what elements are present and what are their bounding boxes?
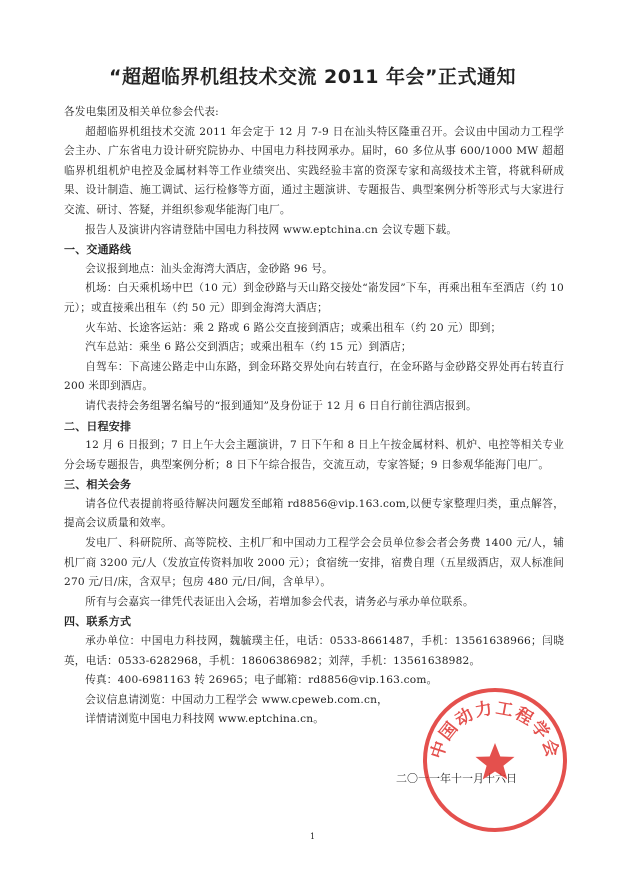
contact-fax-email: 传真：400-6981163 转 26965；电子邮箱：rd8856@vip.163.com。 xyxy=(85,674,438,687)
contact-organizer: 承办单位：中国电力科技网，魏毓璞主任，电话：0533-8661487，手机：13561638966；闫晓英，电话：0533-6282968，手机：18606386982；刘萍，手机：13561638982。 xyxy=(64,635,564,667)
affairs-fees: 发电厂、科研院所、高等院校、主机厂和中国动力工程学会会员单位参会者会务费 1400 元/人，辅机厂商 3200 元/人（发放宣传资料加收 2000 元）；食宿统一安排，宿费自理（五星级酒店，双人标准间 270 元/日/床，含双早；包房 480 元/日/间，含单早）。 xyxy=(64,537,565,589)
document-title: “超超临界机组技术交流 2011 年会”正式通知 xyxy=(108,66,517,88)
section-heading-schedule: 二、日程安排 xyxy=(64,419,132,433)
section-heading-traffic: 一、交通路线 xyxy=(64,243,132,257)
document-date: 二〇一一年十一月十六日 xyxy=(396,772,517,785)
section-heading-contact: 四、联系方式 xyxy=(64,615,132,629)
greeting: 各发电集团及相关单位参会代表: xyxy=(64,106,219,118)
contact-info-site: 会议信息请浏览：中国动力工程学会 www.cpeweb.com.cn， xyxy=(85,693,388,706)
traffic-drive: 自驾车：下高速公路走中山东路，到金环路交界处向右转直行，在金环路与金砂路交界处再右转直行 200 米即到酒店。 xyxy=(64,360,564,393)
section-heading-affairs: 三、相关会务 xyxy=(64,478,132,492)
intro-download-note: 报告人及演讲内容请登陆中国电力科技网 www.eptchina.cn 会议专题下载。 xyxy=(85,223,458,236)
traffic-airport: 机场：白天乘机场中巴（10 元）到金砂路与天山路交接处“嵛发园”下车，再乘出租车至酒店（约 10 元）；或直接乘出租车（约 50 元）即到金海湾大酒店； xyxy=(64,282,564,314)
affairs-entry: 所有与会嘉宾一律凭代表证出入会场，若增加参会代表，请务必与承办单位联系。 xyxy=(85,595,474,608)
traffic-train: 火车站、长途客运站：乘 2 路或 6 路公交直接到酒店；或乘出租车（约 20 元）即到； xyxy=(85,321,502,334)
affairs-questions: 请各位代表提前将亟待解决问题发至邮箱 rd8856@vip.163.com,以便专家整理归类，重点解答，提高会议质量和效率。 xyxy=(64,497,564,530)
document-body xyxy=(64,103,564,730)
svg-text:中国动力工程学会: 中国动力工程学会 xyxy=(427,698,563,762)
traffic-registration: 请代表持会务组署名编号的“报到通知”及身份证于 12 月 6 日自行前往酒店报到。 xyxy=(85,399,477,412)
official-seal-icon xyxy=(420,685,570,835)
traffic-bus: 汽车总站：乘坐 6 路公交到酒店；或乘出租车（约 15 元）到酒店； xyxy=(85,341,412,354)
traffic-venue: 会议报到地点：汕头金海湾大酒店，金砂路 96 号。 xyxy=(85,262,333,275)
page-number: 1 xyxy=(309,832,316,841)
intro-paragraph: 超超临界机组技术交流 2011 年会定于 12 月 7-9 日在汕头特区隆重召开。会议由中国动力工程学会主办、广东省电力设计研究院协办、中国电力科技网承办。届时，60 多位从事 600/1000 MW 超超临界机组机炉电控及金属材料等工作业绩突出、实践经验丰富的资深专家和高级技术主管，将就科研成果、设计制造、施工调试、运行检修等方面，通过主题演讲、专题报告、典型案例分析等形式与大家进行交流、研讨、答疑，并组织参观华能海门电厂。 xyxy=(64,125,564,216)
schedule-paragraph: 12 月 6 日报到；7 日上午大会主题演讲，7 日下午和 8 日上午按金属材料、机炉、电控等相关专业分会场专题报告，典型案例分析；8 日下午综合报告，交流互动，专家答疑；9 日参观华能海门电厂。 xyxy=(64,439,564,471)
contact-details-site: 详情请浏览中国电力科技网 www.eptchina.cn。 xyxy=(85,713,325,726)
